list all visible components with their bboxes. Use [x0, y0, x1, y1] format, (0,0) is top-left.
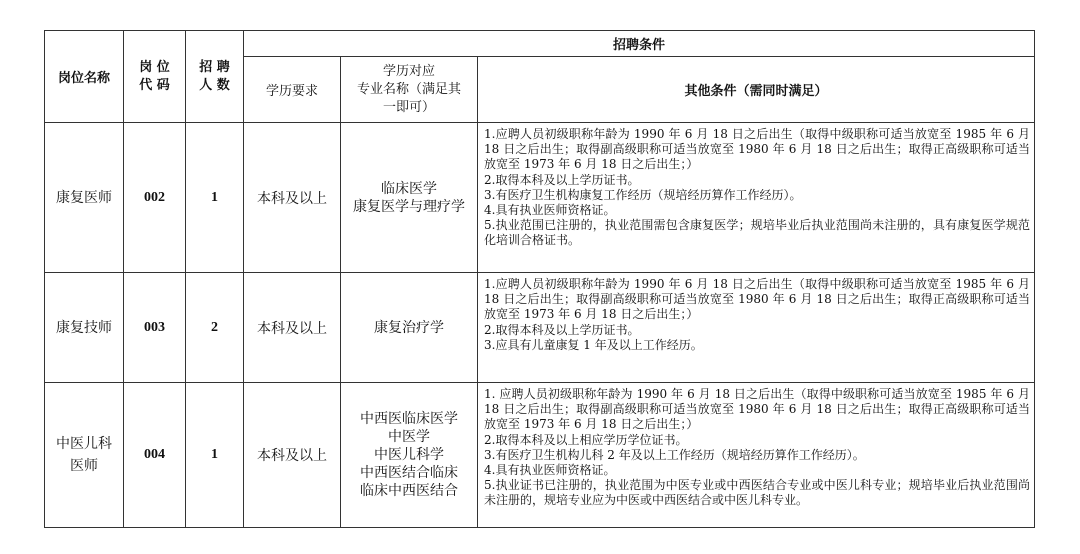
post-name-cell: [45, 123, 124, 273]
header-education: 学历要求: [244, 57, 341, 123]
major-item: 临床中西医结合: [360, 483, 458, 499]
count-cell: 1: [186, 383, 244, 528]
condition-item: 2.取得本科及以上学历证书。: [484, 322, 640, 337]
condition-item: 5.执业范围已注册的，执业范围需包含康复医学；规培毕业后执业范围尚未注册的，具有康复医学规范化培训合格证书。: [484, 218, 1030, 248]
condition-item: 1.应聘人员初级职称年龄为 1990 年 6 月 18 日之后出生（取得中级职称可适当放宽至 1985 年 6 月 18 日之后出生；取得副高级职称可适当放宽至 1980 年 6 月 18 日之后出生；取得正高级职称可适当放宽至 1973 年 6 月 18 日之后出生；）: [484, 277, 1030, 322]
condition-item: 3.应具有儿童康复 1 年及以上工作经历。: [484, 337, 703, 352]
header-major-line3: 一即可）: [382, 99, 435, 115]
major-item: 康复医学与理疗学: [353, 198, 465, 215]
education-cell: 本科及以上: [244, 123, 341, 273]
header-count-line1: 招 聘: [199, 59, 230, 75]
condition-item: 1. 应聘人员初级职称年龄为 1990 年 6 月 18 日之后出生（取得中级职称可适当放宽至 1985 年 6 月 18 日之后出生；取得副高级职称可适当放宽至 1980 年 6 月 18 日之后出生；取得正高级职称可适当放宽至 1973 年 6 月 18 日之后出生；）: [484, 387, 1030, 432]
condition-item: 5.执业证书已注册的，执业范围为中医专业或中西医结合专业或中医儿科专业；规培毕业后执业范围尚未注册的，规培专业应为中医或中西医结合或中医儿科专业。: [484, 478, 1030, 508]
table-row: [45, 273, 1035, 383]
major-item: 中西医临床医学: [360, 411, 458, 427]
major-item: 中西医结合临床: [360, 465, 458, 481]
header-conditions: 招聘条件: [244, 31, 1035, 57]
condition-item: 4.具有执业医师资格证。: [484, 463, 616, 478]
header-count: [186, 31, 244, 123]
post-name-cell: [45, 383, 124, 528]
post-code-cell: 003: [124, 273, 186, 383]
major-cell: [341, 123, 478, 273]
condition-item: 4.具有执业医师资格证。: [484, 203, 616, 218]
conditions-cell: [478, 123, 1035, 273]
recruitment-table: [44, 30, 1035, 528]
major-item: 临床医学: [381, 180, 437, 197]
post-code-cell: 004: [124, 383, 186, 528]
header-major-line1: 学历对应: [382, 63, 435, 79]
condition-item: 3.有医疗卫生机构儿科 2 年及以上工作经历（规培经历算作工作经历）。: [484, 447, 865, 462]
post-name: 康复技师: [56, 319, 112, 336]
post-name: 中医儿科: [56, 436, 112, 452]
count-cell: 2: [186, 273, 244, 383]
header-count-line2: 人 数: [199, 77, 230, 93]
count-cell: 1: [186, 123, 244, 273]
post-name: 康复医师: [56, 189, 112, 206]
condition-item: 2.取得本科及以上相应学历学位证书。: [484, 432, 688, 447]
header-post-code: [124, 31, 186, 123]
post-name-cell: [45, 273, 124, 383]
header-major-line2: 专业名称（满足其: [356, 81, 461, 97]
major-cell: [341, 273, 478, 383]
major-item: 中医儿科学: [374, 447, 444, 463]
major-item: 康复治疗学: [374, 319, 444, 336]
major-item: 中医学: [388, 429, 430, 445]
education-cell: 本科及以上: [244, 383, 341, 528]
post-code-cell: 002: [124, 123, 186, 273]
header-post-code-line2: 代 码: [139, 77, 170, 93]
conditions-cell: [478, 383, 1035, 528]
condition-item: 3.有医疗卫生机构康复工作经历（规培经历算作工作经历）。: [484, 187, 802, 202]
post-name: 医师: [70, 458, 98, 474]
major-cell: [341, 383, 478, 528]
table-row: [45, 123, 1035, 273]
condition-item: 2.取得本科及以上学历证书。: [484, 172, 640, 187]
conditions-cell: [478, 273, 1035, 383]
table-row: [45, 383, 1035, 528]
header-post-code-line1: 岗 位: [139, 59, 170, 75]
header-post-name: 岗位名称: [45, 31, 124, 123]
condition-item: 1.应聘人员初级职称年龄为 1990 年 6 月 18 日之后出生（取得中级职称可适当放宽至 1985 年 6 月 18 日之后出生；取得副高级职称可适当放宽至 1980 年 6 月 18 日之后出生；取得正高级职称可适当放宽至 1973 年 6 月 18 日之后出生；）: [484, 127, 1030, 172]
header-other: 其他条件（需同时满足）: [478, 57, 1035, 123]
education-cell: 本科及以上: [244, 273, 341, 383]
header-major: [341, 57, 478, 123]
